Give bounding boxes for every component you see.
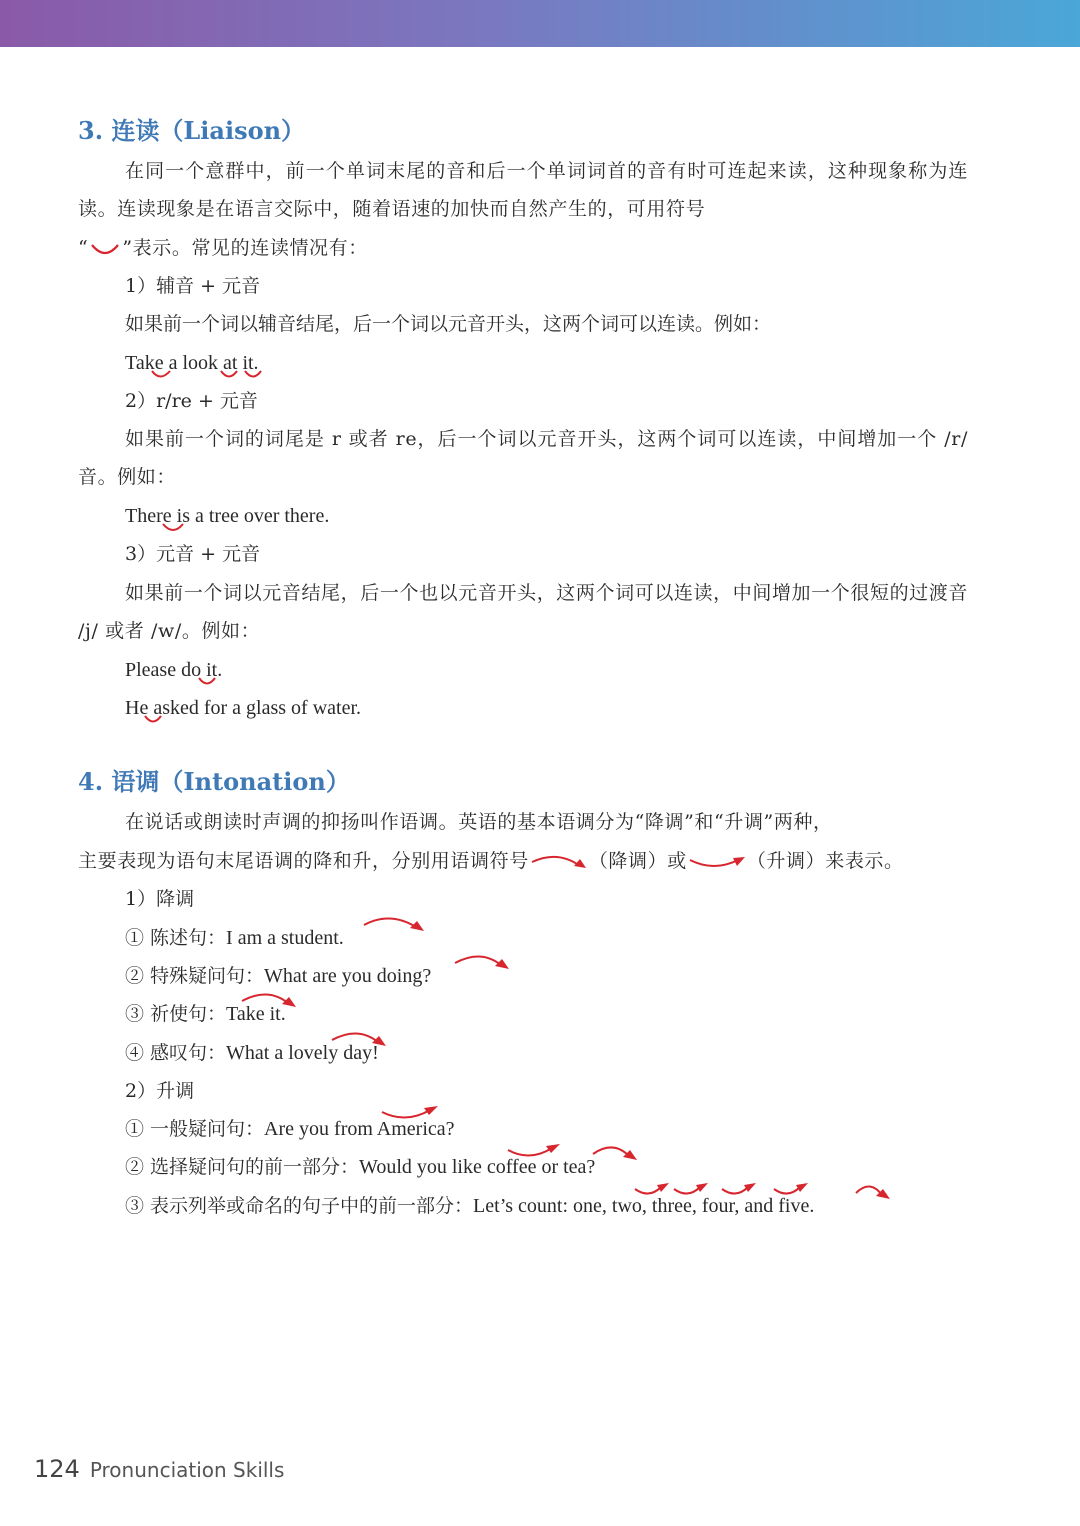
intonation-intro: 在说话或朗读时声调的抑扬叫作语调。英语的基本语调分为“降调”和“升调”两种， 主要表现为语句末尾语调的降和升，分别用语调符号 （降调）或 （升调）来表示。	[78, 811, 904, 872]
page-footer	[34, 1455, 284, 1483]
liaison-symbol-icon	[88, 239, 122, 259]
rising-tone-icon	[506, 1142, 566, 1162]
falling-item: ④ 感叹句：What a lovely day!	[78, 1034, 968, 1072]
header-gradient-bar	[0, 0, 1080, 47]
falling-tone-icon	[240, 989, 310, 1009]
rising-tone-icon	[772, 1181, 812, 1201]
falling-tone-icon	[330, 1028, 400, 1048]
falling-item: ② 特殊疑问句：What are you doing?	[78, 957, 968, 995]
falling-tone-icon	[854, 1181, 894, 1201]
falling-title: 1）降调	[125, 888, 195, 911]
rising-item: ③ 表示列举或命名的句子中的前一部分：Let’s count: one, two, three, four, and five.	[78, 1187, 968, 1225]
rising-item: ② 选择疑问句的前一部分：Would you like coffee or tea?	[78, 1148, 968, 1186]
rising-tone-icon	[633, 1181, 673, 1201]
rising-tone-icon	[380, 1104, 450, 1124]
case1-desc: 如果前一个词以辅音结尾，后一个词以元音开头，这两个词可以连读。例如：	[125, 313, 772, 336]
liaison-mark-icon	[125, 714, 245, 730]
liaison-intro: 在同一个意群中，前一个单词末尾的音和后一个单词词首的音有时可连起来读，这种现象称为连读。连读现象是在语言交际中，随着语速的加快而自然产生的，可用符号 “ ”表示。常见的连读情况有：	[78, 160, 968, 259]
page-number: 124	[34, 1455, 80, 1483]
case1-example: Take a look at it.	[78, 344, 968, 382]
rising-title: 2）升调	[125, 1079, 195, 1102]
case3-desc: 如果前一个词以元音结尾，后一个也以元音开头，这两个词可以连读，中间增加一个很短的过渡音 /j/ 或者 /w/。例如：	[78, 581, 968, 643]
case3-example-2: He asked for a glass of water.	[78, 689, 968, 727]
section-title-liaison: 3. 连读（Liaison）	[78, 116, 306, 145]
case2-desc: 如果前一个词的词尾是 r 或者 re，后一个词以元音开头，这两个词可以连读，中间增加一个 /r/ 音。例如：	[78, 428, 968, 489]
falling-tone-icon	[591, 1142, 641, 1162]
rising-item: ① 一般疑问句：Are you from America?	[78, 1110, 968, 1148]
falling-item: ① 陈述句：I am a student.	[78, 919, 968, 957]
falling-item: ③ 祈使句：Take it.	[78, 995, 968, 1033]
rising-tone-icon	[720, 1181, 760, 1201]
case2-example: There is a tree over there.	[78, 497, 968, 535]
page-content	[78, 110, 968, 1225]
case2-title: 2）r/re + 元音	[125, 389, 258, 412]
falling-tone-icon	[362, 913, 432, 933]
case1-title: 1）辅音 + 元音	[125, 275, 261, 297]
rising-tone-icon	[687, 852, 747, 872]
case3-title: 3）元音 + 元音	[125, 543, 261, 566]
section-title-intonation: 4. 语调（Intonation）	[78, 767, 350, 797]
falling-tone-icon	[453, 951, 523, 971]
rising-tone-icon	[672, 1181, 712, 1201]
falling-tone-icon	[529, 852, 589, 872]
case3-example-1: Please do it.	[78, 651, 968, 689]
book-title: Pronunciation Skills	[89, 1458, 285, 1482]
